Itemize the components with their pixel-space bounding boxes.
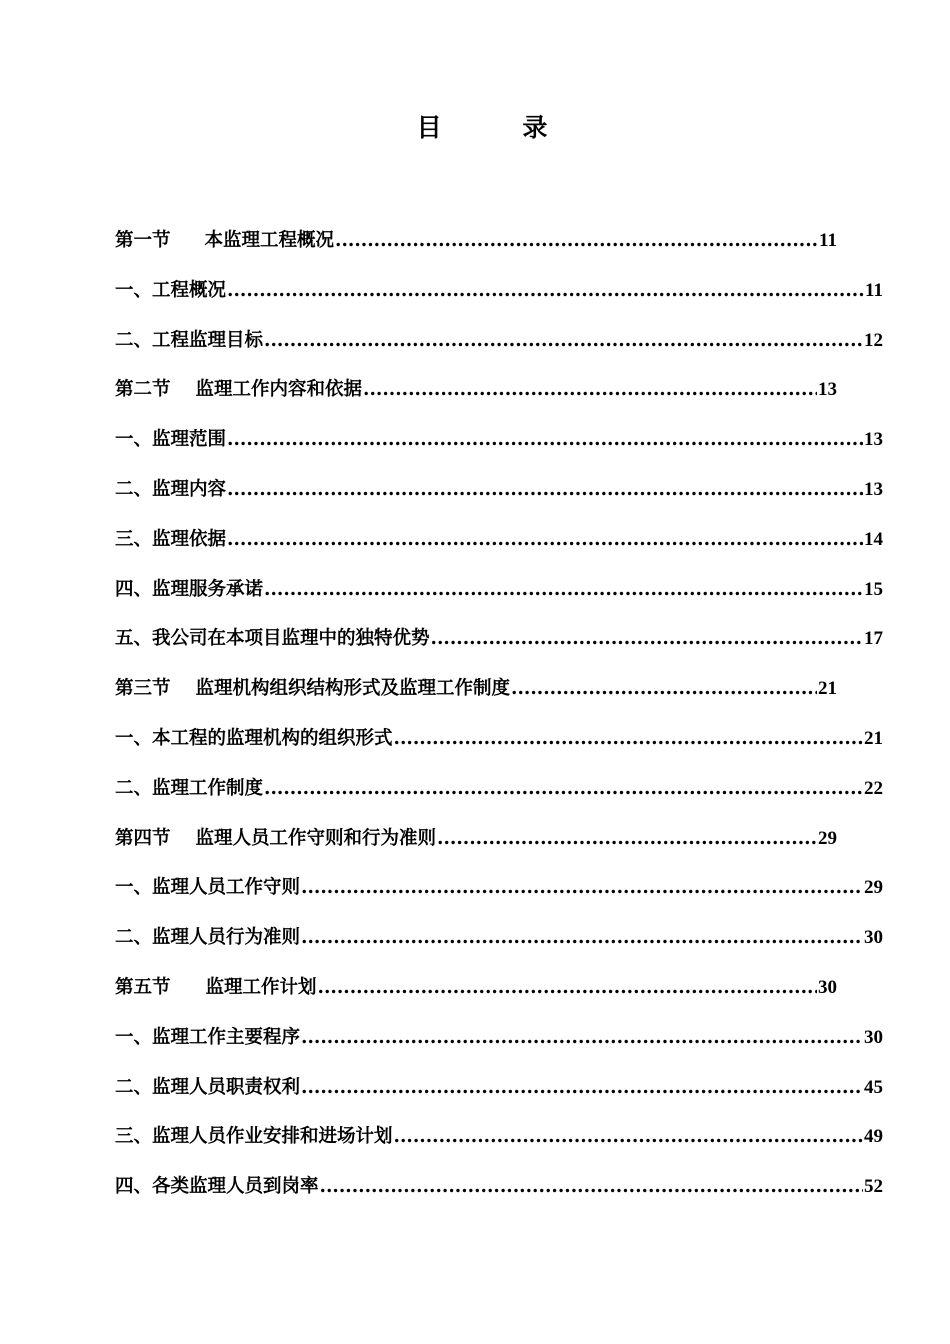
toc-entry-label [115,968,317,1008]
toc-dot-leader [394,1117,863,1157]
table-of-contents [115,221,883,1217]
toc-entry-label: 一、工程概况 [115,279,227,301]
toc-entry-label: 一、监理范围 [115,429,227,451]
toc-page-number: 13 [864,478,883,500]
toc-entry-label: 五、我公司在本项目监理中的独特优势 [115,628,430,650]
toc-item-entry[interactable] [115,719,883,769]
toc-dot-leader [335,221,818,261]
toc-item-entry[interactable] [115,769,883,819]
toc-page-number: 45 [864,1076,883,1098]
toc-section-number: 第一节 [115,230,171,251]
toc-dot-leader [264,769,863,809]
toc-dot-leader [264,321,863,361]
toc-section-entry[interactable] [115,819,837,869]
toc-page-number: 14 [864,528,883,550]
toc-section-title: 监理机构组织结构形式及监理工作制度 [195,678,511,700]
toc-page-number: 11 [819,230,837,251]
toc-page-number: 13 [818,379,837,401]
toc-page-number: 30 [864,927,883,949]
toc-item-entry[interactable] [115,570,883,620]
toc-item-entry[interactable] [115,1167,883,1217]
toc-entry-label: 二、监理人员行为准则 [115,927,301,949]
toc-item-entry[interactable] [115,918,883,968]
toc-dot-leader [320,1167,863,1207]
toc-entry-label: 二、监理内容 [115,478,227,500]
toc-page-number: 52 [864,1176,883,1198]
toc-item-entry[interactable] [115,321,883,371]
toc-entry-label [115,669,510,709]
toc-dot-leader [264,570,863,610]
toc-item-entry[interactable] [115,470,883,520]
toc-dot-leader [301,1018,863,1058]
toc-item-entry[interactable] [115,520,883,570]
toc-item-entry[interactable] [115,619,883,669]
toc-entry-label: 二、工程监理目标 [115,329,264,351]
toc-entry-label: 一、本工程的监理机构的组织形式 [115,727,393,749]
toc-dot-leader [227,420,863,460]
toc-dot-leader [394,719,863,759]
toc-section-entry[interactable] [115,370,837,420]
toc-item-entry[interactable] [115,868,883,918]
toc-page-number: 11 [865,279,883,301]
toc-dot-leader [363,370,817,410]
page-title: 目 录 [416,113,584,142]
toc-entry-label: 二、监理工作制度 [115,777,264,799]
toc-dot-leader [301,868,863,908]
toc-dot-leader [227,470,863,510]
toc-item-entry[interactable] [115,1068,883,1118]
toc-page-number: 30 [818,976,837,998]
toc-dot-leader [431,619,863,659]
toc-page-number: 49 [864,1126,883,1148]
toc-page-number: 13 [864,429,883,451]
toc-page-number: 29 [818,827,837,849]
toc-section-number: 第二节 [115,379,171,401]
toc-entry-label: 四、监理服务承诺 [115,578,264,600]
toc-entry-label [115,370,362,410]
toc-page-number: 21 [818,678,837,700]
toc-dot-leader [301,918,863,958]
toc-entry-label: 一、监理人员工作守则 [115,877,301,899]
toc-page-number: 12 [864,329,883,351]
toc-page-number: 15 [864,578,883,600]
toc-item-entry[interactable] [115,271,883,321]
toc-section-title: 监理工作计划 [205,976,317,998]
toc-item-entry[interactable] [115,1117,883,1167]
toc-item-entry[interactable] [115,1018,883,1068]
toc-dot-leader [511,669,817,709]
toc-section-number: 第三节 [115,678,171,700]
toc-section-title: 监理人员工作守则和行为准则 [195,827,437,849]
toc-page-number: 21 [864,727,883,749]
toc-section-number: 第四节 [115,827,171,849]
toc-dot-leader [227,271,864,311]
toc-dot-leader [301,1068,863,1108]
toc-page-number: 22 [864,777,883,799]
toc-entry-label [115,819,436,859]
toc-entry-label: 三、监理依据 [115,528,227,550]
toc-entry-label: 二、监理人员职责权利 [115,1076,301,1098]
toc-section-entry[interactable] [115,669,837,719]
toc-page-number: 29 [864,877,883,899]
toc-entry-label: 三、监理人员作业安排和进场计划 [115,1126,393,1148]
toc-page-number: 17 [864,628,883,650]
toc-entry-label: 一、监理工作主要程序 [115,1026,301,1048]
toc-section-entry[interactable] [115,221,837,271]
toc-item-entry[interactable] [115,420,883,470]
toc-entry-label: 四、各类监理人员到岗率 [115,1176,319,1198]
toc-section-title: 本监理工程概况 [204,230,335,251]
toc-section-number: 第五节 [115,976,171,998]
toc-page-number: 30 [864,1026,883,1048]
toc-dot-leader [437,819,817,859]
toc-section-title: 监理工作内容和依据 [195,379,363,401]
toc-entry-label [115,221,334,261]
toc-section-entry[interactable] [115,968,837,1018]
toc-dot-leader [318,968,817,1008]
toc-dot-leader [227,520,863,560]
